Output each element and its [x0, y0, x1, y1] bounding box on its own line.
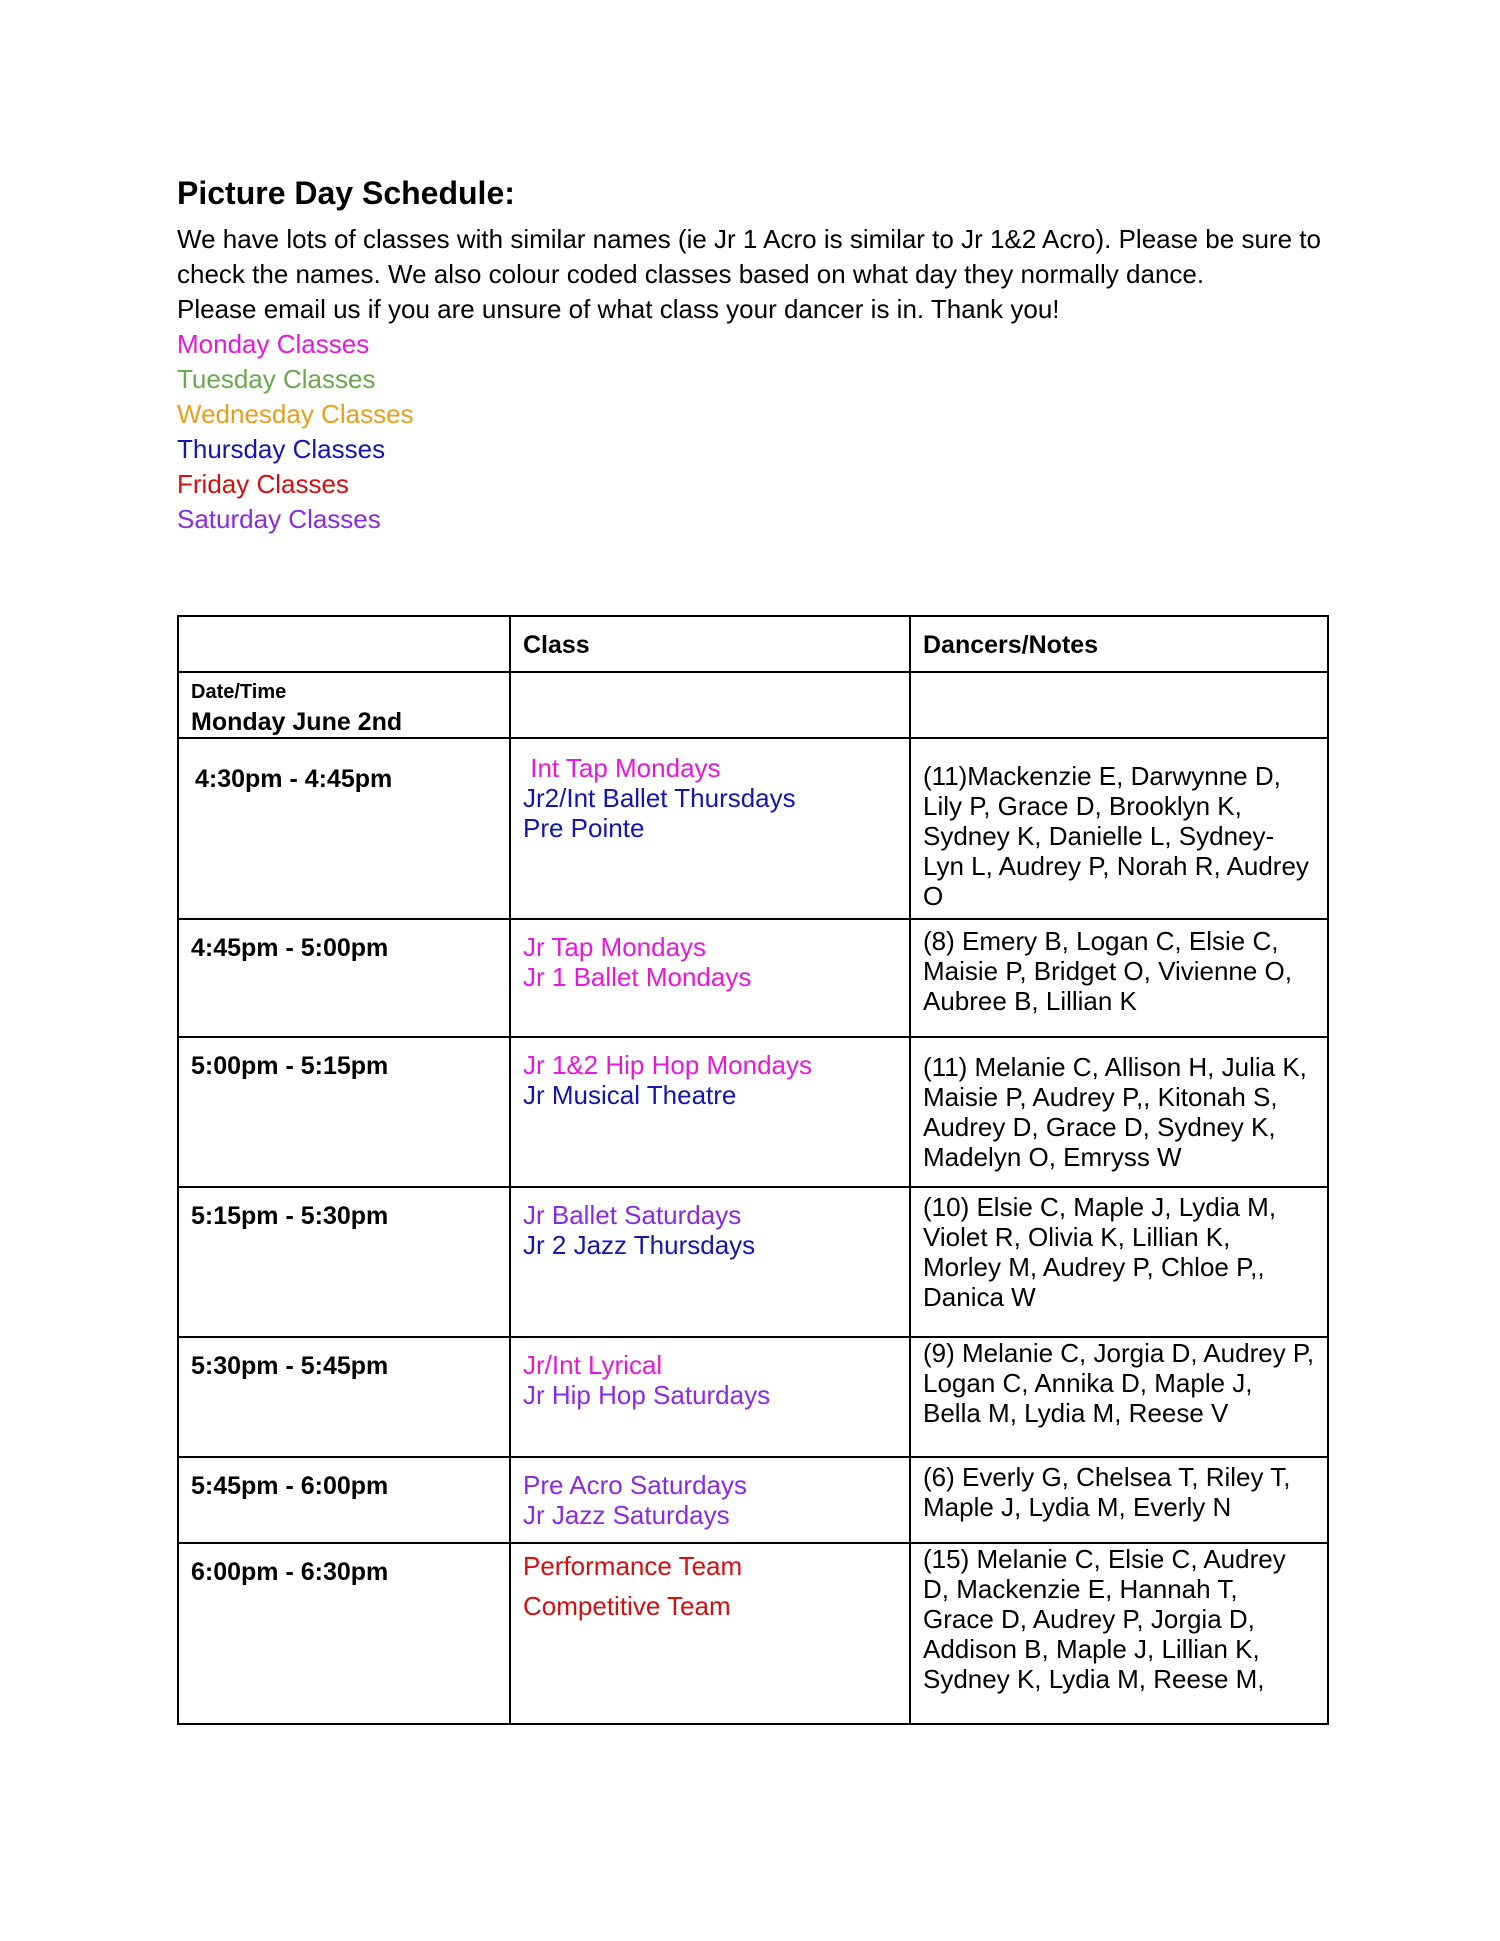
notes-cell — [910, 1037, 1328, 1187]
class-name: Jr Hip Hop Saturdays — [523, 1380, 771, 1410]
page-title: Picture Day Schedule: — [177, 175, 515, 211]
time-cell — [178, 1037, 510, 1187]
dancer-list: (11) Melanie C, Allison H, Julia K, Maisie P, Audrey P,, Kitonah S, Audrey D, Grace D, Sydney K, Madelyn O, Emryss W — [923, 1052, 1307, 1172]
email-note: Please email us if you are unsure of what class your dancer is in. Thank you! — [177, 294, 1060, 324]
class-name: Competitive Team — [523, 1591, 731, 1621]
dancer-list: (10) Elsie C, Maple J, Lydia M, Violet R, Olivia K, Lillian K, Morley M, Audrey P, Chloe P,, Danica W — [923, 1192, 1277, 1312]
class-name: Jr Tap Mondays — [523, 932, 707, 962]
time-cell — [178, 919, 510, 1037]
class-name: Jr 2 Jazz Thursdays — [523, 1230, 756, 1260]
class-name: Jr Musical Theatre — [523, 1080, 737, 1110]
class-name: Pre Pointe — [523, 813, 645, 843]
header-notes-label: Dancers/Notes — [923, 631, 1099, 659]
notes-cell — [910, 1337, 1328, 1457]
table-row — [178, 1457, 1328, 1543]
time-label: 4:30pm - 4:45pm — [195, 765, 393, 793]
legend-item-monday: Monday Classes — [177, 329, 370, 359]
class-name: Jr/Int Lyrical — [523, 1350, 663, 1380]
dancer-list: (8) Emery B, Logan C, Elsie C, Maisie P, Bridget O, Vivienne O, Aubree B, Lillian K — [923, 926, 1293, 1016]
class-name: Pre Acro Saturdays — [523, 1470, 747, 1500]
date-row-empty-class — [510, 672, 910, 738]
legend-item-saturday: Saturday Classes — [177, 504, 381, 534]
time-cell — [178, 1457, 510, 1543]
time-label: 5:30pm - 5:45pm — [191, 1352, 389, 1380]
time-label: 5:15pm - 5:30pm — [191, 1202, 389, 1230]
class-cell — [510, 738, 910, 919]
dancer-list: (15) Melanie C, Elsie C, Audrey D, Mackenzie E, Hannah T, Grace D, Audrey P, Jorgia D, Addison B, Maple J, Lillian K, Sydney K, Lydia M, Reese M, — [923, 1544, 1286, 1694]
legend-item-wednesday: Wednesday Classes — [177, 399, 414, 429]
intro-paragraph: We have lots of classes with similar names (ie Jr 1 Acro is similar to Jr 1&2 Acro). Please be sure to check the names. We also colour coded classes based on what day they normally dance. — [177, 224, 1321, 289]
dancer-list: (6) Everly G, Chelsea T, Riley T, Maple J, Lydia M, Everly N — [923, 1462, 1291, 1522]
table-row — [178, 1037, 1328, 1187]
time-cell — [178, 1187, 510, 1337]
table-row — [178, 1543, 1328, 1724]
header-class-label: Class — [523, 631, 590, 659]
header-cell-blank — [178, 616, 510, 672]
class-cell — [510, 1543, 910, 1724]
header-cell-notes — [910, 616, 1328, 672]
table-header-row — [178, 616, 1328, 672]
time-cell — [178, 1543, 510, 1724]
schedule-table — [177, 615, 1329, 1725]
time-label: 5:45pm - 6:00pm — [191, 1472, 389, 1500]
time-cell — [178, 738, 510, 919]
legend-item-thursday: Thursday Classes — [177, 434, 386, 464]
time-label: 4:45pm - 5:00pm — [191, 934, 389, 962]
class-cell — [510, 1337, 910, 1457]
color-legend — [177, 327, 1337, 537]
class-name: Int Tap Mondays — [523, 753, 721, 783]
notes-cell — [910, 1457, 1328, 1543]
notes-cell — [910, 1187, 1328, 1337]
class-name: Jr Ballet Saturdays — [523, 1200, 742, 1230]
table-row — [178, 1187, 1328, 1337]
time-cell — [178, 1337, 510, 1457]
class-name: Performance Team — [523, 1551, 743, 1581]
intro-section — [177, 222, 1337, 537]
class-cell — [510, 1187, 910, 1337]
legend-item-friday: Friday Classes — [177, 469, 349, 499]
dancer-list: (11)Mackenzie E, Darwynne D, Lily P, Grace D, Brooklyn K, Sydney K, Danielle L, Sydney-Lyn L, Audrey P, Norah R, Audrey O — [923, 761, 1309, 911]
legend-item-tuesday: Tuesday Classes — [177, 364, 376, 394]
class-cell — [510, 1457, 910, 1543]
notes-cell — [910, 1543, 1328, 1724]
class-name: Jr Jazz Saturdays — [523, 1500, 730, 1530]
dancer-list: (9) Melanie C, Jorgia D, Audrey P, Logan C, Annika D, Maple J, Bella M, Lydia M, Reese V — [923, 1338, 1315, 1428]
table-date-row — [178, 672, 1328, 738]
notes-cell — [910, 738, 1328, 919]
header-cell-class — [510, 616, 910, 672]
date-cell — [178, 672, 510, 738]
date-row-empty-notes — [910, 672, 1328, 738]
date-time-label: Date/Time — [191, 681, 287, 703]
day-label: Monday June 2nd — [191, 708, 403, 736]
class-name: Jr 1 Ballet Mondays — [523, 962, 752, 992]
table-row — [178, 738, 1328, 919]
class-cell — [510, 1037, 910, 1187]
notes-cell — [910, 919, 1328, 1037]
class-name: Jr 1&2 Hip Hop Mondays — [523, 1050, 813, 1080]
class-name: Jr2/Int Ballet Thursdays — [523, 783, 796, 813]
table-row — [178, 919, 1328, 1037]
time-label: 6:00pm - 6:30pm — [191, 1558, 389, 1586]
table-row — [178, 1337, 1328, 1457]
time-label: 5:00pm - 5:15pm — [191, 1052, 389, 1080]
class-cell — [510, 919, 910, 1037]
